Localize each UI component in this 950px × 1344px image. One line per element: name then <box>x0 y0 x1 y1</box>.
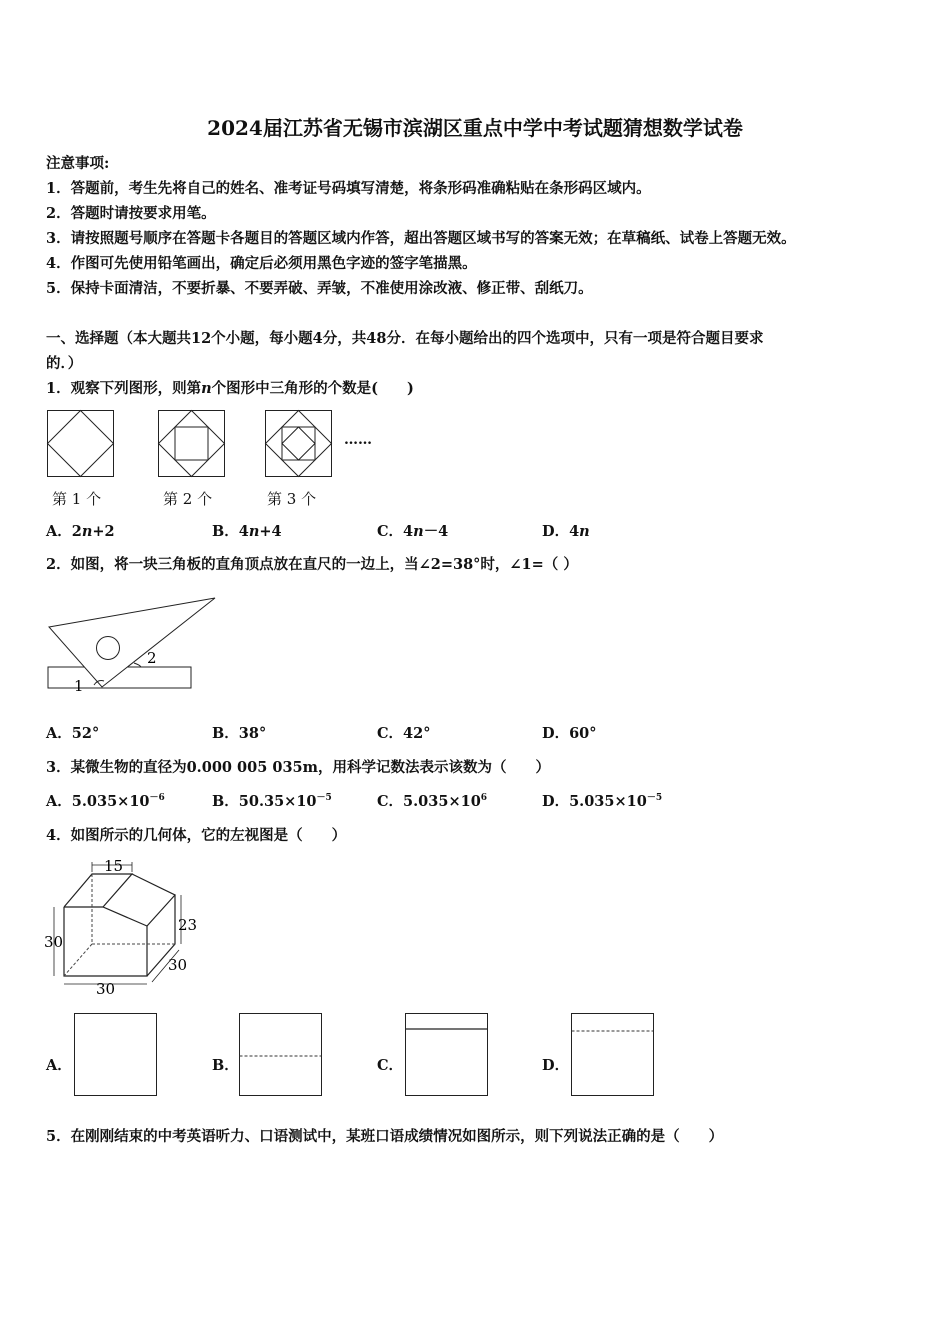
q1-option-d[interactable]: D．4n <box>542 523 590 540</box>
notice-item: 2．答题时请按要求用笔。 <box>46 205 216 222</box>
notice-item: 5．保持卡面清洁，不要折暴、不要弄破、弄皱，不准使用涂改液、修正带、刮纸刀。 <box>46 280 593 297</box>
q1-option-a[interactable]: A．2n+2 <box>46 523 115 540</box>
dim-right-label: 23 <box>178 916 198 934</box>
q3-option-c[interactable]: C．$5.035\times 10^6$ <box>377 793 488 810</box>
q4-option-a-figure[interactable] <box>74 1013 158 1097</box>
dim-depth-label: 30 <box>168 956 188 974</box>
notice-item: 1．答题前，考生先将自己的姓名、准考证号码填写清楚，将条形码准确粘贴在条形码区域内。 <box>46 180 651 197</box>
q3-option-a[interactable]: A．$5.035\times 10^{-6}$ <box>46 793 165 810</box>
dim-top-label: 15 <box>104 857 124 875</box>
figure-label: 第 2 个 <box>163 490 213 508</box>
notice-item: 4．作图可先使用铅笔画出，确定后必须用黑色字迹的签字笔描黑。 <box>46 255 477 272</box>
q4-option-b-figure[interactable] <box>239 1013 323 1097</box>
question-5-stem: 5．在刚刚结束的中考英语听力、口语测试中，某班口语成绩情况如图所示，则下列说法正确的是（ ） <box>46 1128 724 1145</box>
notice-heading: 注意事项: <box>46 155 110 172</box>
question-3-stem: 3．某微生物的直径为0.000 005 035m，用科学记数法表示该数为（ ） <box>46 759 550 776</box>
section-heading-cont: 的．） <box>46 355 83 372</box>
q2-option-b[interactable]: B．38° <box>212 725 267 742</box>
q4-option-c-letter[interactable]: C． <box>377 1057 404 1074</box>
question-2-stem: 2．如图，将一块三角板的直角顶点放在直尺的一边上，当∠2=38°时，∠1=（ ） <box>46 556 578 573</box>
q4-option-a-letter[interactable]: A． <box>46 1057 72 1074</box>
q4-option-d-letter[interactable]: D． <box>542 1057 570 1074</box>
notice-item: 3．请按照题号顺序在答题卡各题目的答题区域内作答，超出答题区域书写的答案无效；在草稿纸、试卷上答题无效。 <box>46 230 796 247</box>
q3-option-b[interactable]: B．$50.35\times 10^{-5}$ <box>212 793 332 810</box>
figure-ellipsis: …… <box>344 432 372 448</box>
figure-label: 第 1 个 <box>52 490 102 508</box>
dim-left-label: 30 <box>44 933 64 951</box>
q3-option-d[interactable]: D．$5.035\times 10^{-5}$ <box>542 793 663 810</box>
q4-option-c-figure[interactable] <box>405 1013 489 1097</box>
question-4-stem: 4．如图所示的几何体，它的左视图是（ ） <box>46 827 347 844</box>
section-heading: 一、选择题（本大题共12个小题，每小题4分，共48分．在每小题给出的四个选项中，只有一项是符合题目要求 <box>46 330 764 347</box>
q1-figure-2 <box>158 410 226 478</box>
q2-figure-triangle-ruler <box>44 595 224 695</box>
q2-option-d[interactable]: D．60° <box>542 725 597 742</box>
stem-text: 个图形中三角形的个数是( ) <box>211 380 414 397</box>
stem-variable: n <box>201 380 212 397</box>
stem-text: 1．观察下列图形，则第 <box>46 380 202 397</box>
figure-label: 第 3 个 <box>267 490 317 508</box>
page-title: 2024届江苏省无锡市滨湖区重点中学中考试题猜想数学试卷 <box>207 116 743 140</box>
question-1-stem <box>46 377 414 398</box>
q4-option-b-letter[interactable]: B． <box>212 1057 239 1074</box>
q1-option-b[interactable]: B．4n+4 <box>212 523 282 540</box>
q2-option-c[interactable]: C．42° <box>377 725 431 742</box>
dim-bottom-label: 30 <box>96 980 116 998</box>
q1-figure-1 <box>47 410 115 478</box>
angle-2-label: 2 <box>147 649 157 667</box>
q4-figure-solid <box>40 852 205 1000</box>
q2-option-a[interactable]: A．52° <box>46 725 100 742</box>
q1-option-c[interactable]: C．4n－4 <box>377 523 449 540</box>
angle-1-label: 1 <box>74 677 84 695</box>
q4-option-d-figure[interactable] <box>571 1013 655 1097</box>
q1-figure-3 <box>265 410 333 478</box>
